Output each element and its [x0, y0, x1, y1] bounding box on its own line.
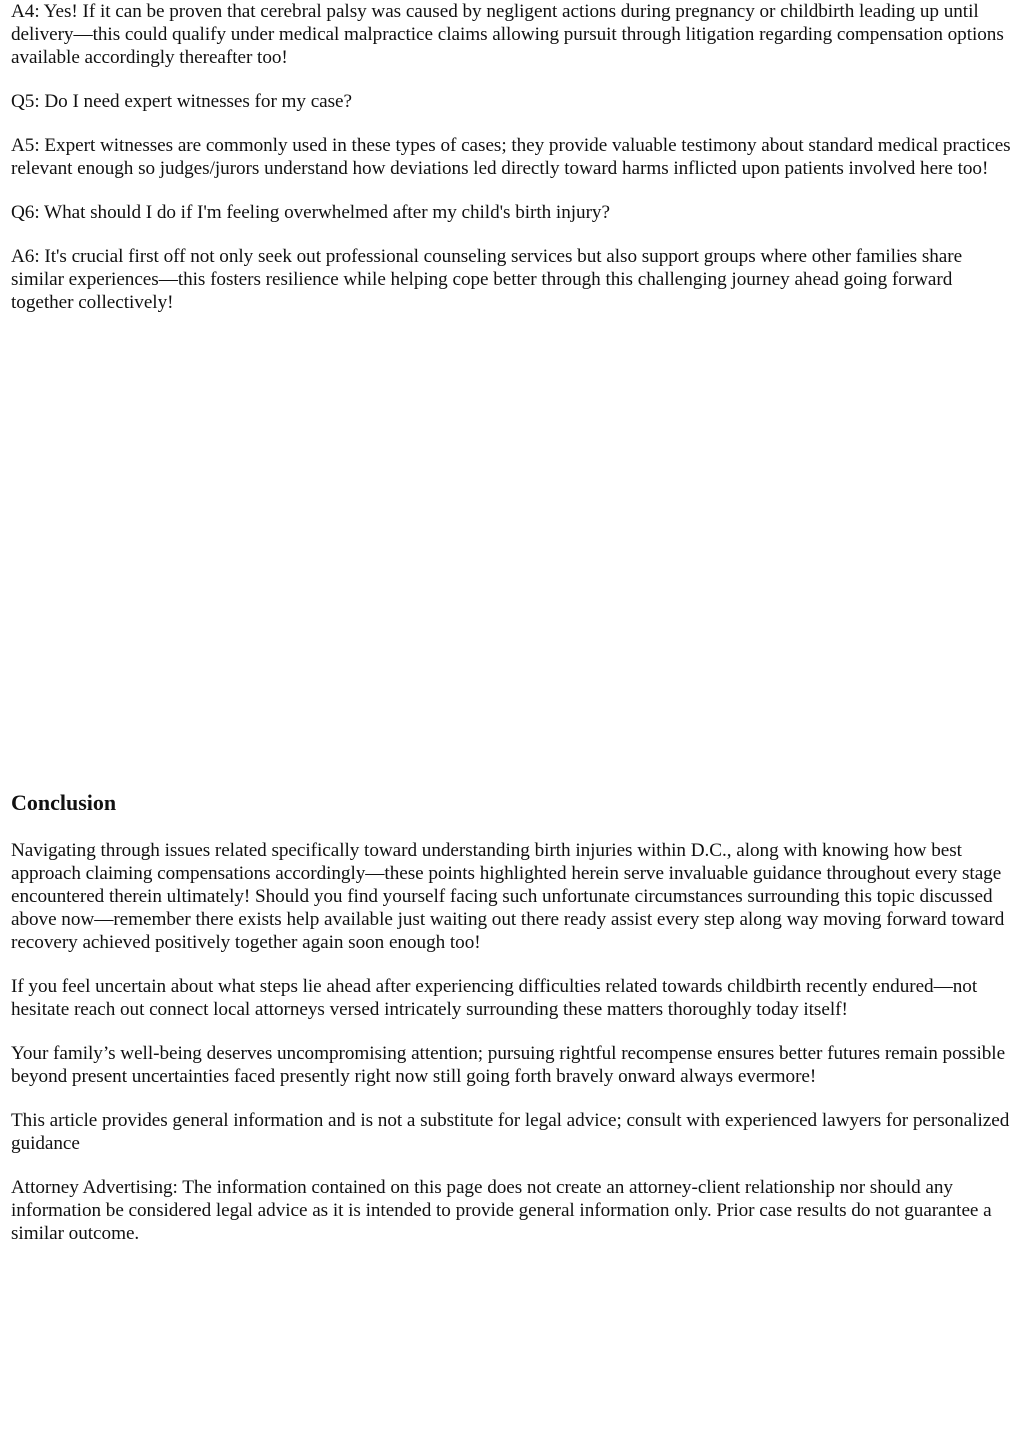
conclusion-paragraph: Your family’s well-being deserves uncompromising attention; pursuing rightful recompense ensures better futures remain possible beyond present uncertainties faced presently right now still going forth bravely onward always evermore! — [11, 1043, 1006, 1087]
faq-section — [11, 0, 1018, 335]
conclusion-section — [11, 788, 1018, 1266]
conclusion-paragraph: Navigating through issues related specifically toward understanding birth injuries within D.C., along with knowing how best approach claiming compensations accordingly—these points highlighted herein serve invaluable guidance throughout every stage encountered therein ultimately! Should you find yourself facing such unfortunate circumstances surrounding this topic discussed above now—remember there exists help available just waiting out there ready assist every step along way moving forward toward recovery achieved positively together again soon enough too! — [11, 840, 1005, 953]
faq-answer-a6: A6: It's crucial first off not only seek out professional counseling services but also support groups where other families share similar experiences—this fosters resilience while helping cope better through this challenging journey ahead going forward together collectively! — [11, 246, 963, 313]
conclusion-heading: Conclusion — [11, 790, 117, 815]
attorney-advertising-disclaimer: Attorney Advertising: The information contained on this page does not create an attorney-client relationship nor should any information be considered legal advice as it is intended to provide general information only. Prior case results do not guarantee a similar outcome. — [11, 1177, 992, 1244]
legal-notice-paragraph: This article provides general information and is not a substitute for legal advice; consult with experienced lawyers for personalized guidance — [11, 1110, 1010, 1154]
faq-answer-a4: A4: Yes! If it can be proven that cerebral palsy was caused by negligent actions during pregnancy or childbirth leading up until delivery—this could qualify under medical malpractice claims allowing pursuit through litigation regarding compensation options available accordingly thereafter too! — [11, 1, 1004, 68]
conclusion-paragraph: If you feel uncertain about what steps lie ahead after experiencing difficulties related towards childbirth recently endured—not hesitate reach out connect local attorneys versed intricately surrounding these matters thoroughly today itself! — [11, 976, 978, 1020]
faq-answer-a5: A5: Expert witnesses are commonly used in these types of cases; they provide valuable testimony about standard medical practices relevant enough so judges/jurors understand how deviations led directly toward harms inflicted upon patients involved here too! — [11, 135, 1011, 179]
faq-question-q5: Q5: Do I need expert witnesses for my case? — [11, 91, 352, 112]
faq-question-q6: Q6: What should I do if I'm feeling overwhelmed after my child's birth injury? — [11, 202, 610, 223]
